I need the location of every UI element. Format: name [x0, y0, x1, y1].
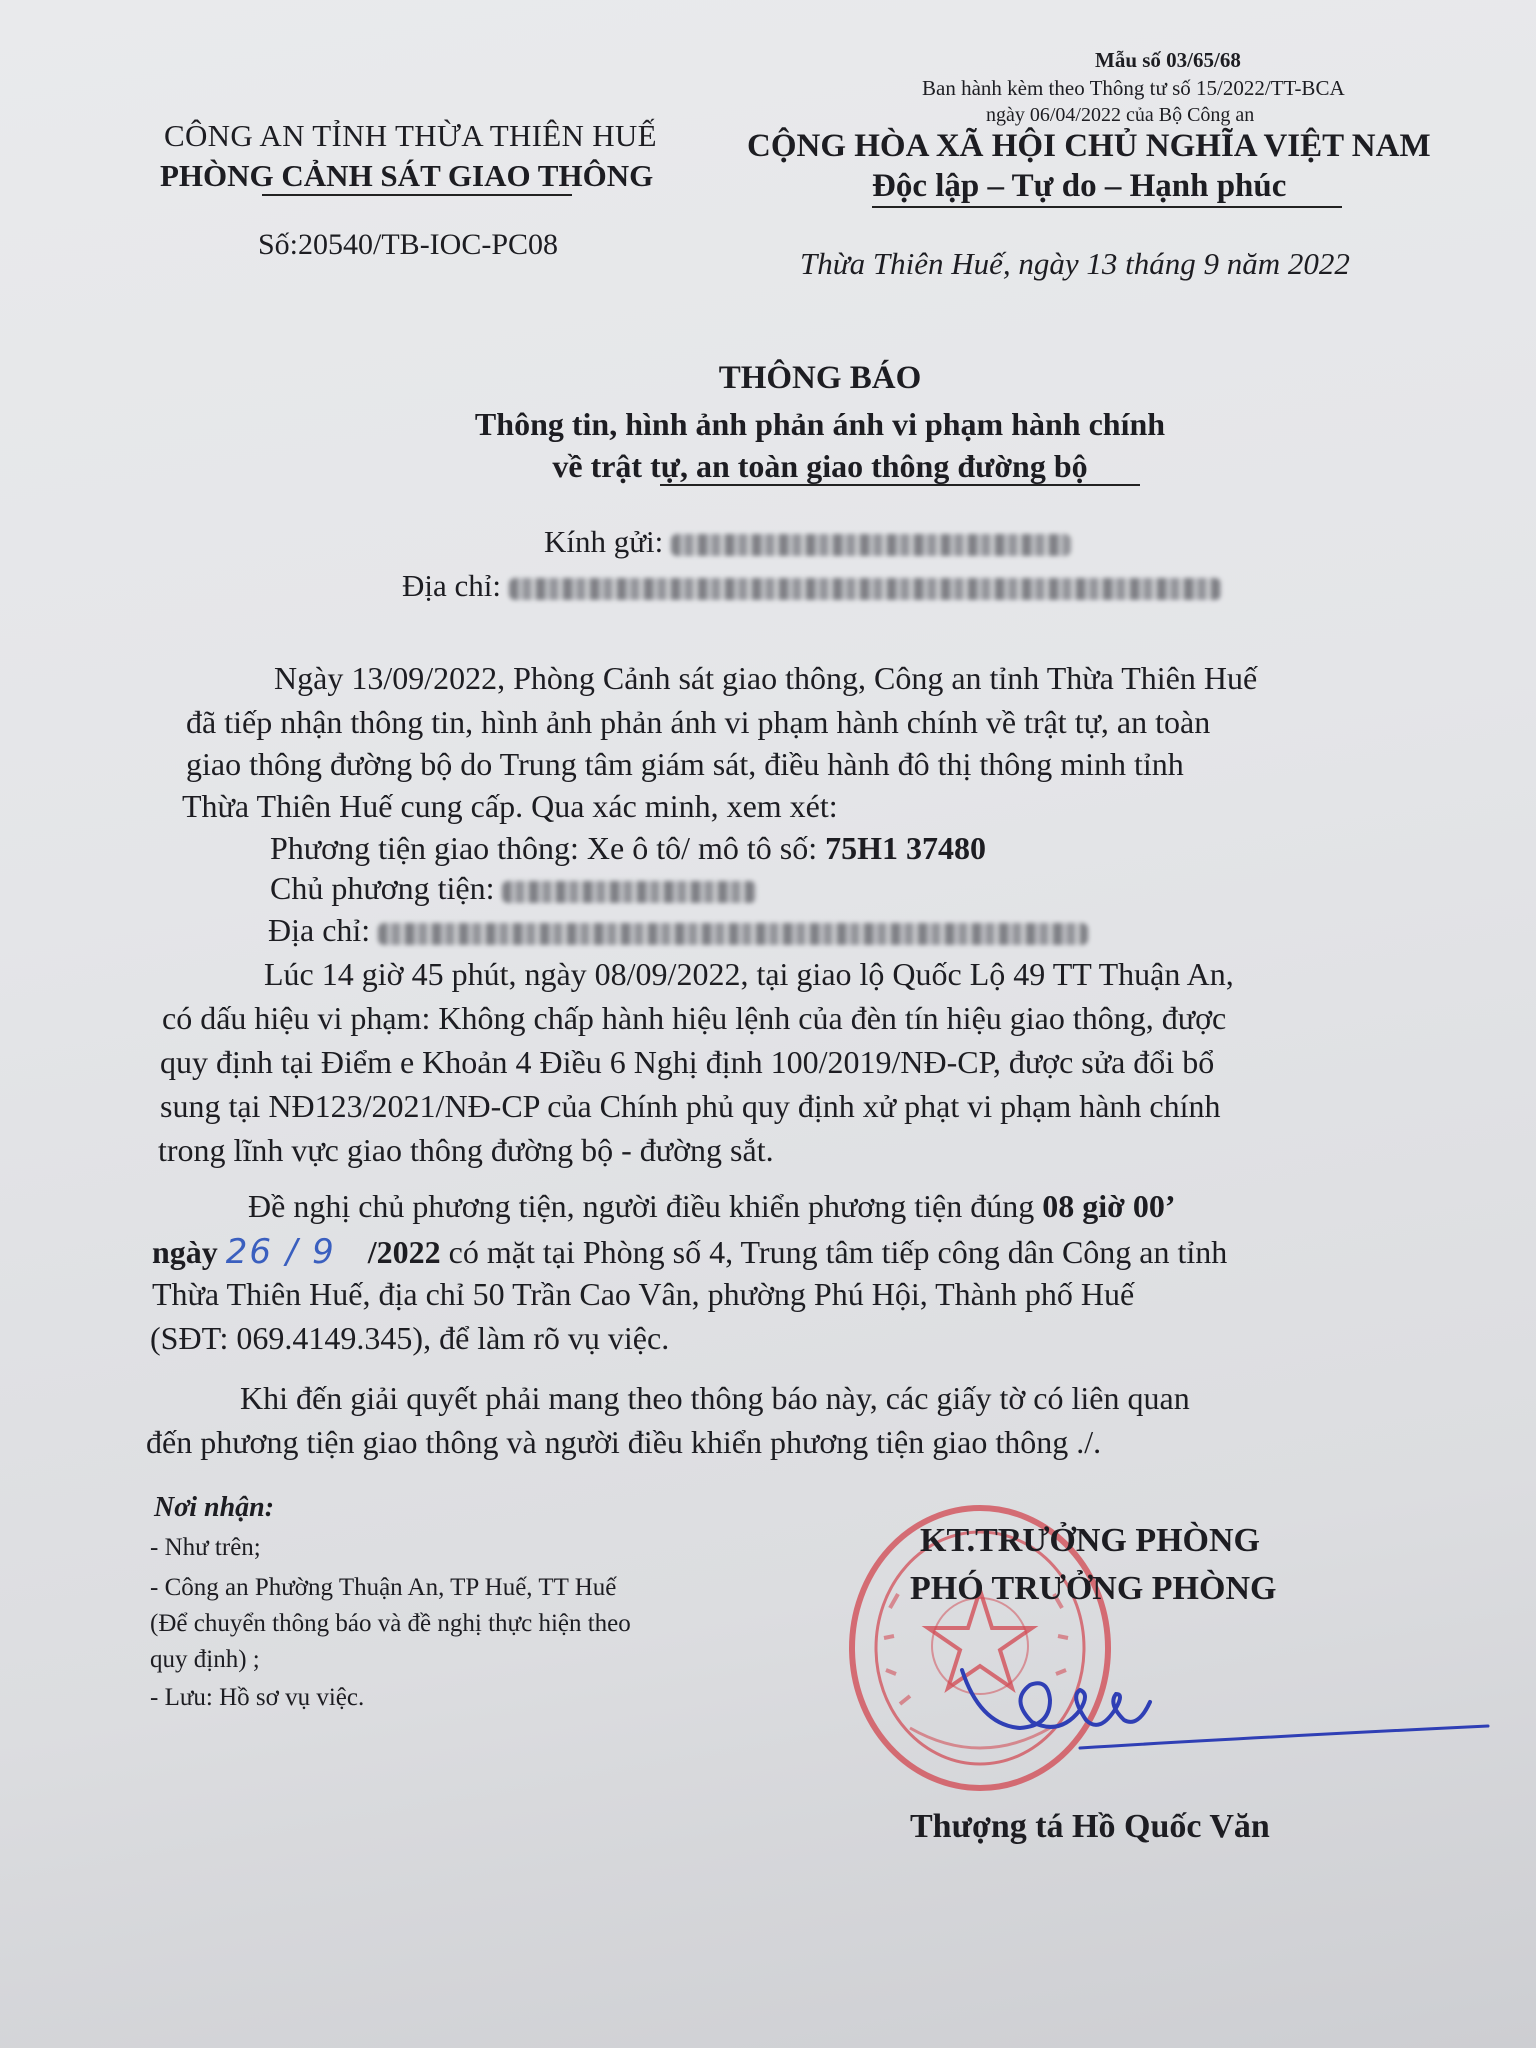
- recipients-item-3: (Để chuyển thông báo và đề nghị thực hiện theo: [150, 1610, 631, 1637]
- appointment-year: /2022: [367, 1234, 441, 1270]
- vehicle-plate: 75H1 37480: [825, 830, 987, 866]
- redacted-address: [509, 578, 1221, 600]
- body-p2-line1: Lúc 14 giờ 45 phút, ngày 08/09/2022, tại giao lộ Quốc Lộ 49 TT Thuận An,: [264, 956, 1234, 992]
- document-subtitle-line2: về trật tự, an toàn giao thông đường bộ: [552, 448, 1088, 484]
- agency-underline: [262, 194, 572, 196]
- agency-department: PHÒNG CẢNH SÁT GIAO THÔNG: [160, 158, 654, 193]
- recipients-item-1: - Như trên;: [150, 1534, 261, 1561]
- body-p3-line1: [248, 1188, 1176, 1225]
- owner-address-line: [268, 912, 1088, 949]
- recipient-address: [402, 568, 1221, 604]
- body-p4-line2: đến phương tiện giao thông và người điều khiển phương tiện giao thông ./.: [146, 1424, 1102, 1460]
- document-subtitle-line1: Thông tin, hình ảnh phản ánh vi phạm hành chính: [474, 406, 1166, 442]
- owner-address-label: Địa chỉ:: [268, 912, 371, 948]
- body-p3-line3: Thừa Thiên Huế, địa chỉ 50 Trần Cao Vân, phường Phú Hội, Thành phố Huế: [152, 1276, 1135, 1312]
- form-issued-date: ngày 06/04/2022 của Bộ Công an: [986, 104, 1255, 126]
- body-p1-line3: giao thông đường bộ do Trung tâm giám sát, điều hành đô thị thông minh tỉnh: [186, 746, 1184, 782]
- motto-underline: [872, 206, 1342, 208]
- redacted-owner-address: [378, 923, 1088, 945]
- document-title: THÔNG BÁO: [718, 360, 922, 396]
- body-p2-line4: sung tại NĐ123/2021/NĐ-CP của Chính phủ quy định xử phạt vi phạm hành chính: [160, 1088, 1221, 1124]
- body-p2-line3: quy định tại Điểm e Khoản 4 Điều 6 Nghị định 100/2019/NĐ-CP, được sửa đổi bổ: [160, 1044, 1215, 1080]
- signature-title-2: PHÓ TRƯỞNG PHÒNG: [910, 1570, 1277, 1607]
- signature-title-1: KT.TRƯỞNG PHÒNG: [920, 1522, 1260, 1559]
- appointment-day-label: ngày: [152, 1234, 218, 1270]
- document-number: Số:20540/TB-IOC-PC08: [258, 228, 559, 261]
- handwritten-date: 26 / 9: [225, 1232, 336, 1272]
- vehicle-label: Phương tiện giao thông: Xe ô tô/ mô tô số:: [270, 830, 818, 866]
- body-p1-line1: Ngày 13/09/2022, Phòng Cảnh sát giao thông, Công an tỉnh Thừa Thiên Huế: [274, 660, 1258, 696]
- body-p2-line2: có dấu hiệu vi phạm: Không chấp hành hiệu lệnh của đèn tín hiệu giao thông, được: [162, 1000, 1227, 1036]
- recipients-item-5: - Lưu: Hồ sơ vụ việc.: [150, 1684, 365, 1711]
- vehicle-line: [270, 830, 986, 867]
- form-number: Mẫu số 03/65/68: [1095, 48, 1241, 72]
- body-p3-line2: [152, 1232, 1227, 1272]
- owner-label: Chủ phương tiện:: [270, 870, 495, 906]
- signer-name: Thượng tá Hồ Quốc Văn: [910, 1808, 1270, 1845]
- redacted-owner: [502, 881, 756, 903]
- form-issued-with: Ban hành kèm theo Thông tư số 15/2022/TT-BCA: [922, 76, 1345, 100]
- recipient-to: [544, 524, 1071, 560]
- body-p1-line2: đã tiếp nhận thông tin, hình ảnh phản ánh vi phạm hành chính về trật tự, an toàn: [186, 704, 1211, 740]
- subtitle-underline: [660, 484, 1140, 486]
- body-p2-line5: trong lĩnh vực giao thông đường bộ - đường sắt.: [158, 1132, 774, 1168]
- body-p3-text: Đề nghị chủ phương tiện, người điều khiển phương tiện đúng: [248, 1188, 1035, 1224]
- recipients-item-2: - Công an Phường Thuận An, TP Huế, TT Huế: [150, 1574, 617, 1601]
- recipient-to-label: Kính gửi:: [544, 524, 664, 559]
- handwritten-signature-icon: [940, 1630, 1500, 1770]
- body-p3-line2-rest: có mặt tại Phòng số 4, Trung tâm tiếp công dân Công an tỉnh: [448, 1234, 1228, 1270]
- appointment-time: 08 giờ 00’: [1042, 1188, 1176, 1224]
- redacted-name: [671, 534, 1071, 556]
- body-p4-line1: Khi đến giải quyết phải mang theo thông báo này, các giấy tờ có liên quan: [240, 1380, 1190, 1416]
- recipients-heading: Nơi nhận:: [154, 1492, 275, 1523]
- agency-parent: CÔNG AN TỈNH THỪA THIÊN HUẾ: [164, 118, 657, 153]
- body-p3-line4: (SĐT: 069.4149.345), để làm rõ vụ việc.: [150, 1320, 670, 1356]
- place-date: Thừa Thiên Huế, ngày 13 tháng 9 năm 2022: [800, 246, 1350, 281]
- body-p1-line4: Thừa Thiên Huế cung cấp. Qua xác minh, xem xét:: [182, 788, 838, 824]
- nation-title: CỘNG HÒA XÃ HỘI CHỦ NGHĨA VIỆT NAM: [747, 128, 1431, 164]
- recipient-address-label: Địa chỉ:: [402, 568, 501, 603]
- owner-line: [270, 870, 756, 907]
- recipients-item-4: quy định) ;: [150, 1646, 260, 1673]
- nation-motto: Độc lập – Tự do – Hạnh phúc: [872, 168, 1287, 204]
